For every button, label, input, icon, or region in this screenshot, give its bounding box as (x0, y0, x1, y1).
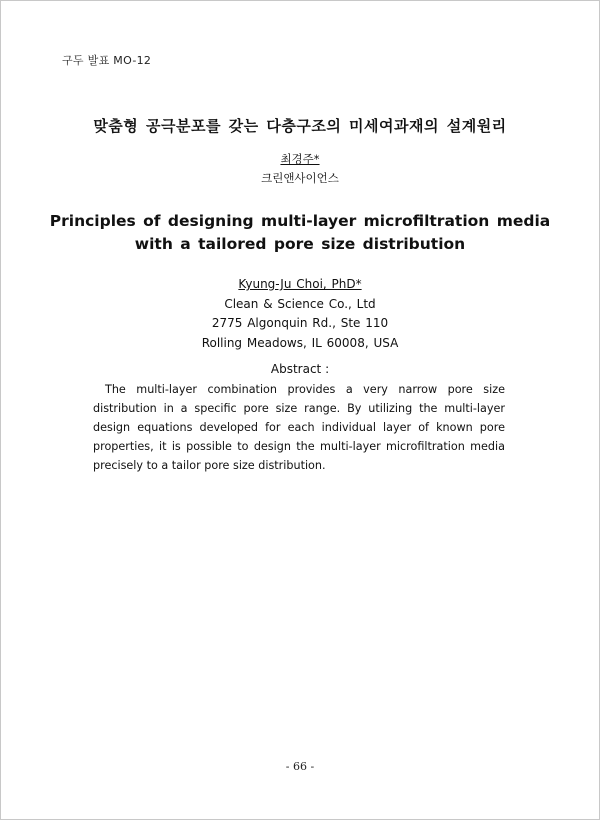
session-label: 구두 발표 MO-12 (62, 54, 152, 67)
page-number: - 66 - (285, 760, 315, 773)
abstract-body: The multi-layer combination provides a very narrow pore size distribution in a specific pore size range. By utilizing the multi-layer design equations developed for each individual layer of known pore properties, it is possible to design the multi-layer microfiltration media precisely to a tailor pore size distribution. (93, 383, 505, 472)
korean-title: 맞춤형 공극분포를 갖는 다층구조의 미세여과재의 설계원리 (93, 117, 507, 135)
english-author-name: Kyung-Ju Choi, PhD* (238, 277, 362, 291)
english-author-block (0, 275, 600, 353)
abstract-heading: Abstract : (270, 362, 330, 376)
english-title-line-1: Principles of designing multi-layer microfiltration media (49, 212, 551, 230)
affiliation-line: Clean & Science Co., Ltd (224, 296, 376, 311)
english-title-line-2: with a tailored pore size distribution (134, 235, 466, 253)
korean-author-name: 최경주* (280, 152, 320, 166)
korean-affiliation: 크린앤사이언스 (261, 171, 339, 185)
affiliation-line: Rolling Meadows, IL 60008, USA (201, 335, 399, 350)
korean-author (0, 151, 600, 167)
english-title (0, 210, 600, 256)
affiliation-line: 2775 Algonquin Rd., Ste 110 (211, 316, 389, 330)
